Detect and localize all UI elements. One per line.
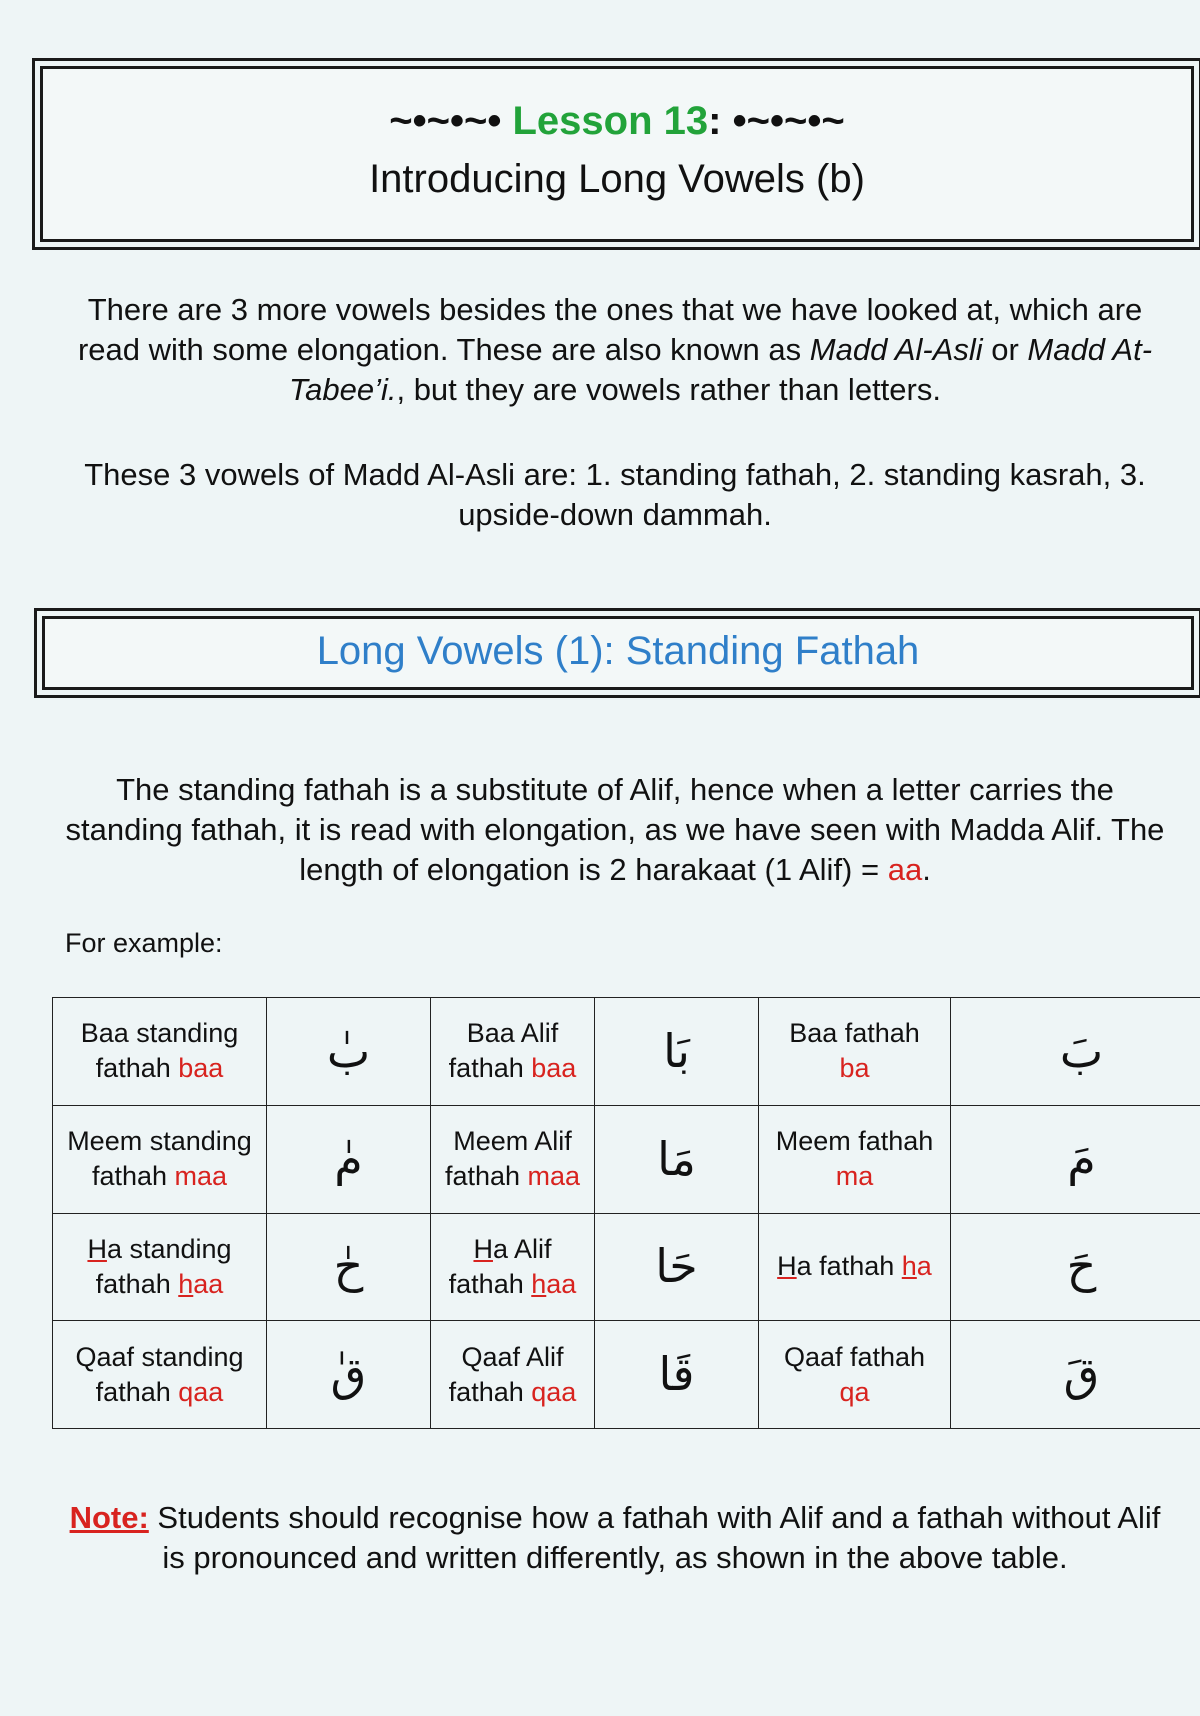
- arabic-fathah: بَ: [951, 998, 1200, 1106]
- lesson-title: [35, 99, 1199, 144]
- standing-fathah-cell: Ha standing fathah haa: [53, 1213, 267, 1321]
- standing-fathah-cell: Meem standing fathah maa: [53, 1105, 267, 1213]
- arabic-fathah: مَ: [951, 1105, 1200, 1213]
- standing-end: .: [922, 852, 931, 887]
- table-row: [53, 1321, 1200, 1429]
- madd-asli-paragraph: These 3 vowels of Madd Al-Asli are: 1. standing fathah, 2. standing kasrah, 3. upside-down dammah.: [84, 457, 1146, 532]
- lesson-colon: :: [708, 99, 722, 143]
- arabic-standing-fathah: بٰ: [267, 998, 431, 1106]
- intro-em-madd-at-tabeei: Madd At-Tabee’i.: [289, 332, 1153, 407]
- arabic-standing-fathah: حٰ: [267, 1213, 431, 1321]
- standing-fathah-cell: Baa standing fathah baa: [53, 998, 267, 1106]
- intro-text-3: , but they are vowels rather than letters.: [396, 372, 941, 407]
- vowel-table: [52, 997, 1200, 1429]
- table-row: [53, 998, 1200, 1106]
- fathah-cell: Meem fathah ma: [759, 1105, 951, 1213]
- table-row: [53, 1105, 1200, 1213]
- arabic-alif-fathah: مَا: [595, 1105, 759, 1213]
- note-paragraph: [60, 1498, 1170, 1578]
- fathah-cell: Baa fathah ba: [759, 998, 951, 1106]
- arabic-alif-fathah: قَا: [595, 1321, 759, 1429]
- alif-fathah-cell: Baa Alif fathah baa: [431, 998, 595, 1106]
- standing-fathah-paragraph: [60, 770, 1170, 890]
- fathah-cell: Qaaf fathah qa: [759, 1321, 951, 1429]
- arabic-fathah: حَ: [951, 1213, 1200, 1321]
- standing-text: The standing fathah is a substitute of Alif, hence when a letter carries the standing fathah, it is read with elongation, as we have seen with Madda Alif. The length of elongation is 2 harakaat (1 Alif) =: [65, 772, 1165, 887]
- intro-text-2: or: [982, 332, 1028, 367]
- lesson-subtitle: Introducing Long Vowels (b): [369, 157, 865, 201]
- table-row: [53, 1213, 1200, 1321]
- note-label: Note:: [69, 1500, 149, 1535]
- lesson-deco-left: ~•~•~•: [389, 99, 502, 143]
- example-label: For example:: [65, 928, 223, 958]
- fathah-cell: Ha fathah ha: [759, 1213, 951, 1321]
- note-text: Students should recognise how a fathah with Alif and a fathah without Alif is pronounced and written differently, as shown in the above table.: [148, 1500, 1161, 1575]
- alif-fathah-cell: Meem Alif fathah maa: [431, 1105, 595, 1213]
- intro-paragraph: [60, 290, 1170, 410]
- lesson-deco-right: •~•~•~: [732, 99, 845, 143]
- standing-highlight: aa: [887, 852, 923, 887]
- arabic-standing-fathah: قٰ: [267, 1321, 431, 1429]
- section-title: Long Vowels (1): Standing Fathah: [316, 629, 920, 673]
- standing-fathah-cell: Qaaf standing fathah qaa: [53, 1321, 267, 1429]
- intro-em-madd-al-asli: Madd Al-Asli: [809, 332, 983, 367]
- arabic-alif-fathah: بَا: [595, 998, 759, 1106]
- lesson-header-box: [32, 58, 1200, 250]
- alif-fathah-cell: Ha Alif fathah haa: [431, 1213, 595, 1321]
- lesson-number: Lesson 13: [512, 99, 709, 143]
- intro-text-1: There are 3 more vowels besides the ones that we have looked at, which are read with some elongation. These are also known as: [77, 292, 1143, 367]
- alif-fathah-cell: Qaaf Alif fathah qaa: [431, 1321, 595, 1429]
- arabic-fathah: قَ: [951, 1321, 1200, 1429]
- arabic-alif-fathah: حَا: [595, 1213, 759, 1321]
- arabic-standing-fathah: مٰ: [267, 1105, 431, 1213]
- section-header-box: [34, 608, 1200, 698]
